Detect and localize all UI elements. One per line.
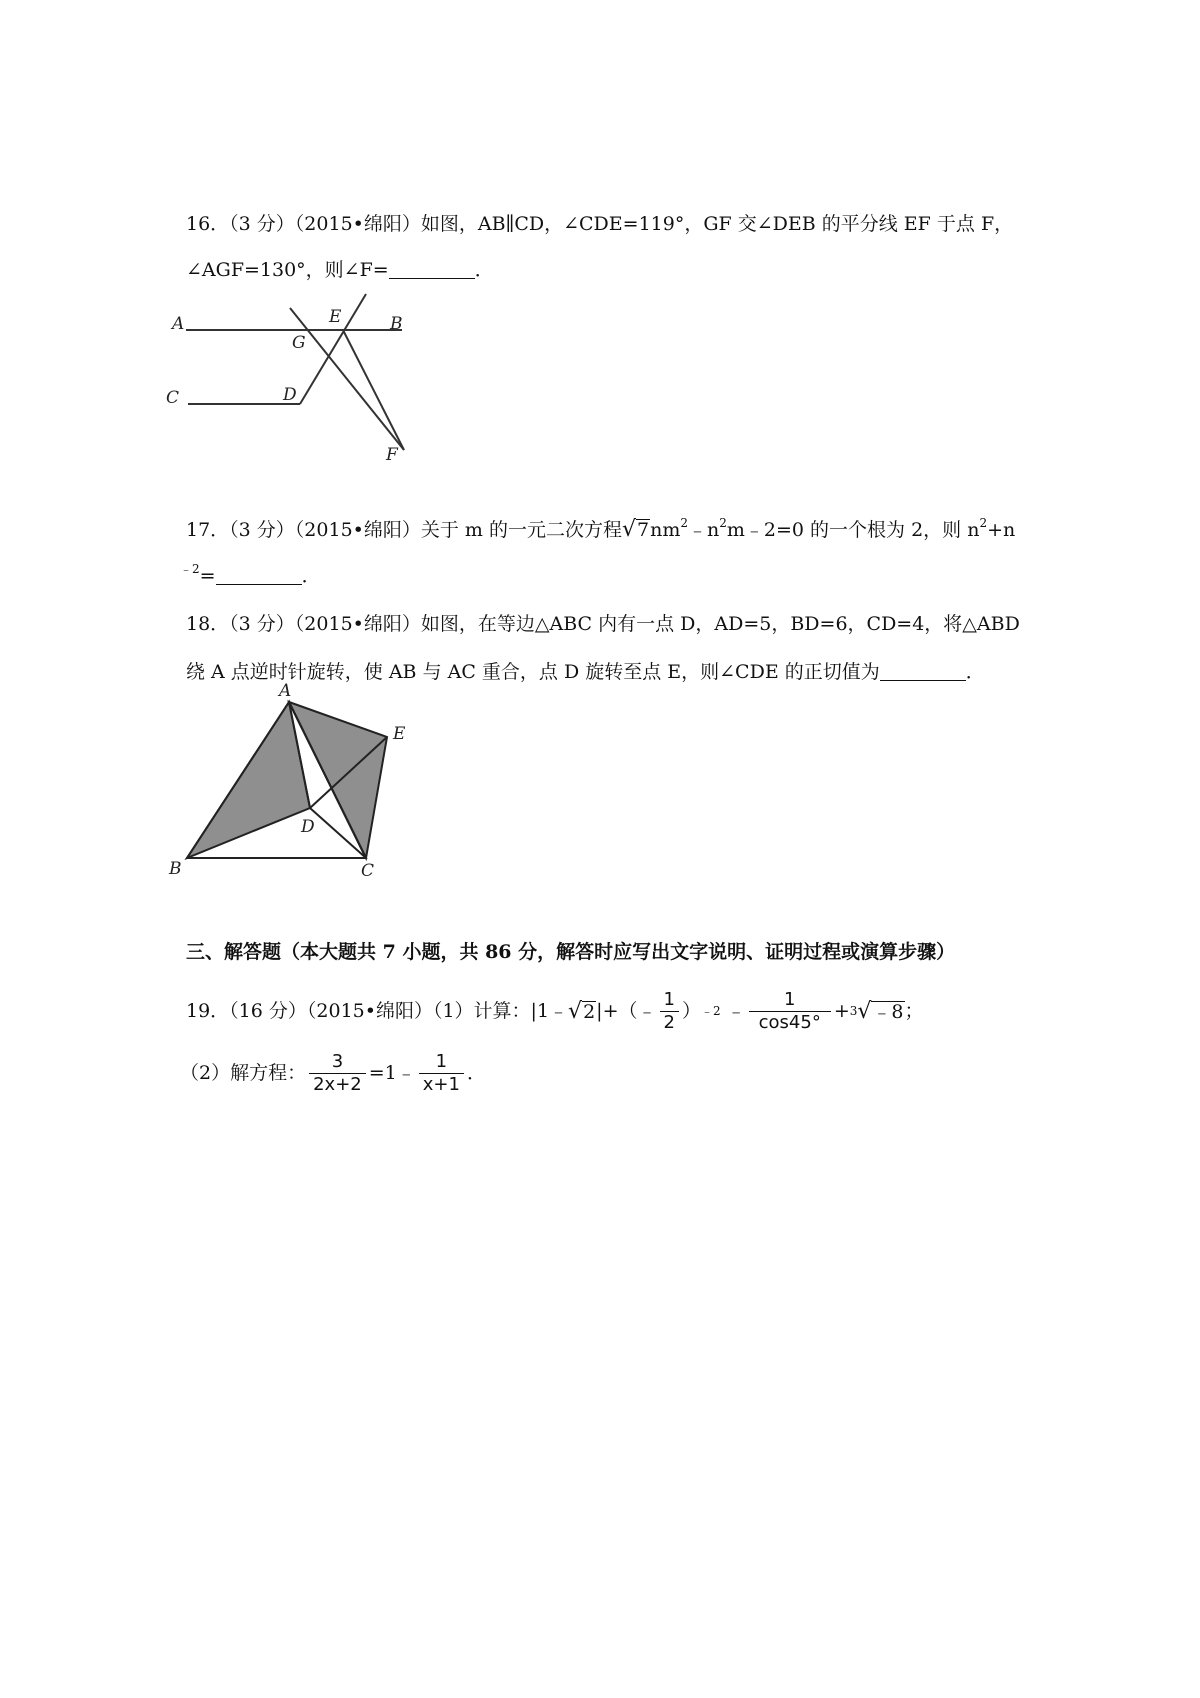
q19-text-pre: 19．（16 分）（2015•绵阳）（1）计算：|1﹣ [186,1000,569,1022]
q17-exp4: ﹣2 [180,562,200,576]
q19-frac2-num: 1 [784,988,796,1010]
q19-line1: 19．（16 分）（2015•绵阳）（1）计算：|1﹣ √ 2 |+（﹣ $\frac{1}{2}$ ） ﹣2 ﹣ $\frac{1}{\cos 45^\circ}$ + 3 √ ﹣8 ； [186,984,924,1038]
q17-exp1: 2 [680,516,688,530]
q16-text-1: 16．（3 分）（2015•绵阳）如图，AB∥CD，∠CDE=119°，GF 交∠DEB 的平分线 EF 于点 F， [186,213,1014,235]
q19-frac1-num: 1 [663,988,675,1010]
q19-frac-half [660,989,679,1034]
q16-text-2: ∠AGF=130°，则∠F= [186,259,389,281]
q19-frac-4 [419,1051,464,1096]
label-a: A [172,314,185,334]
q16-answer-blank[interactable] [389,260,475,279]
q19-line2 [180,1046,486,1100]
q19-period: ． [466,1062,486,1084]
q19-frac4-num: 1 [435,1050,448,1072]
q19-abs-close: |+（﹣ [596,1000,657,1022]
q19-minus: ﹣ [726,1000,746,1022]
section3-heading-text: 三、解答题（本大题共 7 小题，共 86 分，解答时应写出文字说明、证明过程或演算步骤） [186,941,956,963]
q17-text-mid1: nm [650,519,681,541]
q18-line1 [186,612,1020,636]
q19-frac4-den: x+1 [419,1073,464,1096]
q18-figure [169,681,415,892]
q17-equals: = [199,565,216,587]
q16-line2 [186,258,494,282]
q17-period: ． [301,565,321,587]
q19-paren-close: ） [681,1000,701,1022]
q18-answer-blank[interactable] [880,662,966,681]
q17-line1 [186,518,1015,542]
q19-frac3-num: 3 [331,1050,344,1072]
q17-answer-blank[interactable] [216,566,302,585]
label-d: D [283,385,297,405]
q19-semicolon: ； [904,1000,924,1022]
q19-frac1-den: 2 [660,1011,679,1034]
q17-text-tail: +n [987,519,1016,541]
q18-text-1: 18．（3 分）（2015•绵阳）如图，在等边△ABC 内有一点 D，AD=5，BD=6，CD=4，将△ABD [186,613,1020,635]
label-f: F [386,445,398,465]
q19-frac-3 [309,1051,366,1096]
q17-sqrt: √ 7 [621,517,650,542]
q18-line2 [186,660,985,684]
shaded-triangle-abd [187,702,310,858]
label-a: A [279,681,292,701]
label-b: B [169,859,182,879]
q19-part2-text: （2）解方程： [180,1062,307,1084]
label-d: D [301,817,315,837]
q19-sqrt-arg: 2 [583,1000,596,1023]
q19-cbrt: √ ﹣8 [857,998,904,1024]
label-c: C [361,861,375,881]
q16-period: ． [474,259,494,281]
q17-exp2: 2 [719,516,727,530]
section3-heading [186,940,955,964]
q17-line2 [180,564,321,588]
line-ef [343,330,404,450]
q18-text-2: 绕 A 点逆时针旋转，使 AB 与 AC 重合，点 D 旋转至点 E，则∠CDE 的正切值为 [186,661,880,683]
q16-figure [166,300,440,470]
q17-text-mid2: ﹣n [688,519,720,541]
q17-sqrt-arg: 7 [637,519,650,541]
q19-cbrt-arg: ﹣8 [872,1000,904,1023]
q17-text-mid3: m﹣2=0 的一个根为 2，则 n [726,519,980,541]
q17-text-pre: 17．（3 分）（2015•绵阳）关于 m 的一元二次方程 [186,519,622,541]
label-e: E [393,724,406,744]
q19-frac3-den: 2x+2 [309,1073,366,1096]
label-g: G [292,333,306,353]
q19-equals-one-minus: =1﹣ [368,1062,416,1084]
q17-exp3: 2 [979,516,988,530]
label-b: B [390,314,403,334]
q19-frac-cos [749,989,831,1034]
label-c: C [166,388,180,408]
q16-line1 [186,212,1013,236]
label-e: E [329,307,342,327]
q19-sqrt: √ 2 [568,998,596,1024]
q19-plus: + [833,1000,850,1022]
q18-period: ． [965,661,985,683]
q19-frac2-den: cos45° [749,1011,831,1034]
